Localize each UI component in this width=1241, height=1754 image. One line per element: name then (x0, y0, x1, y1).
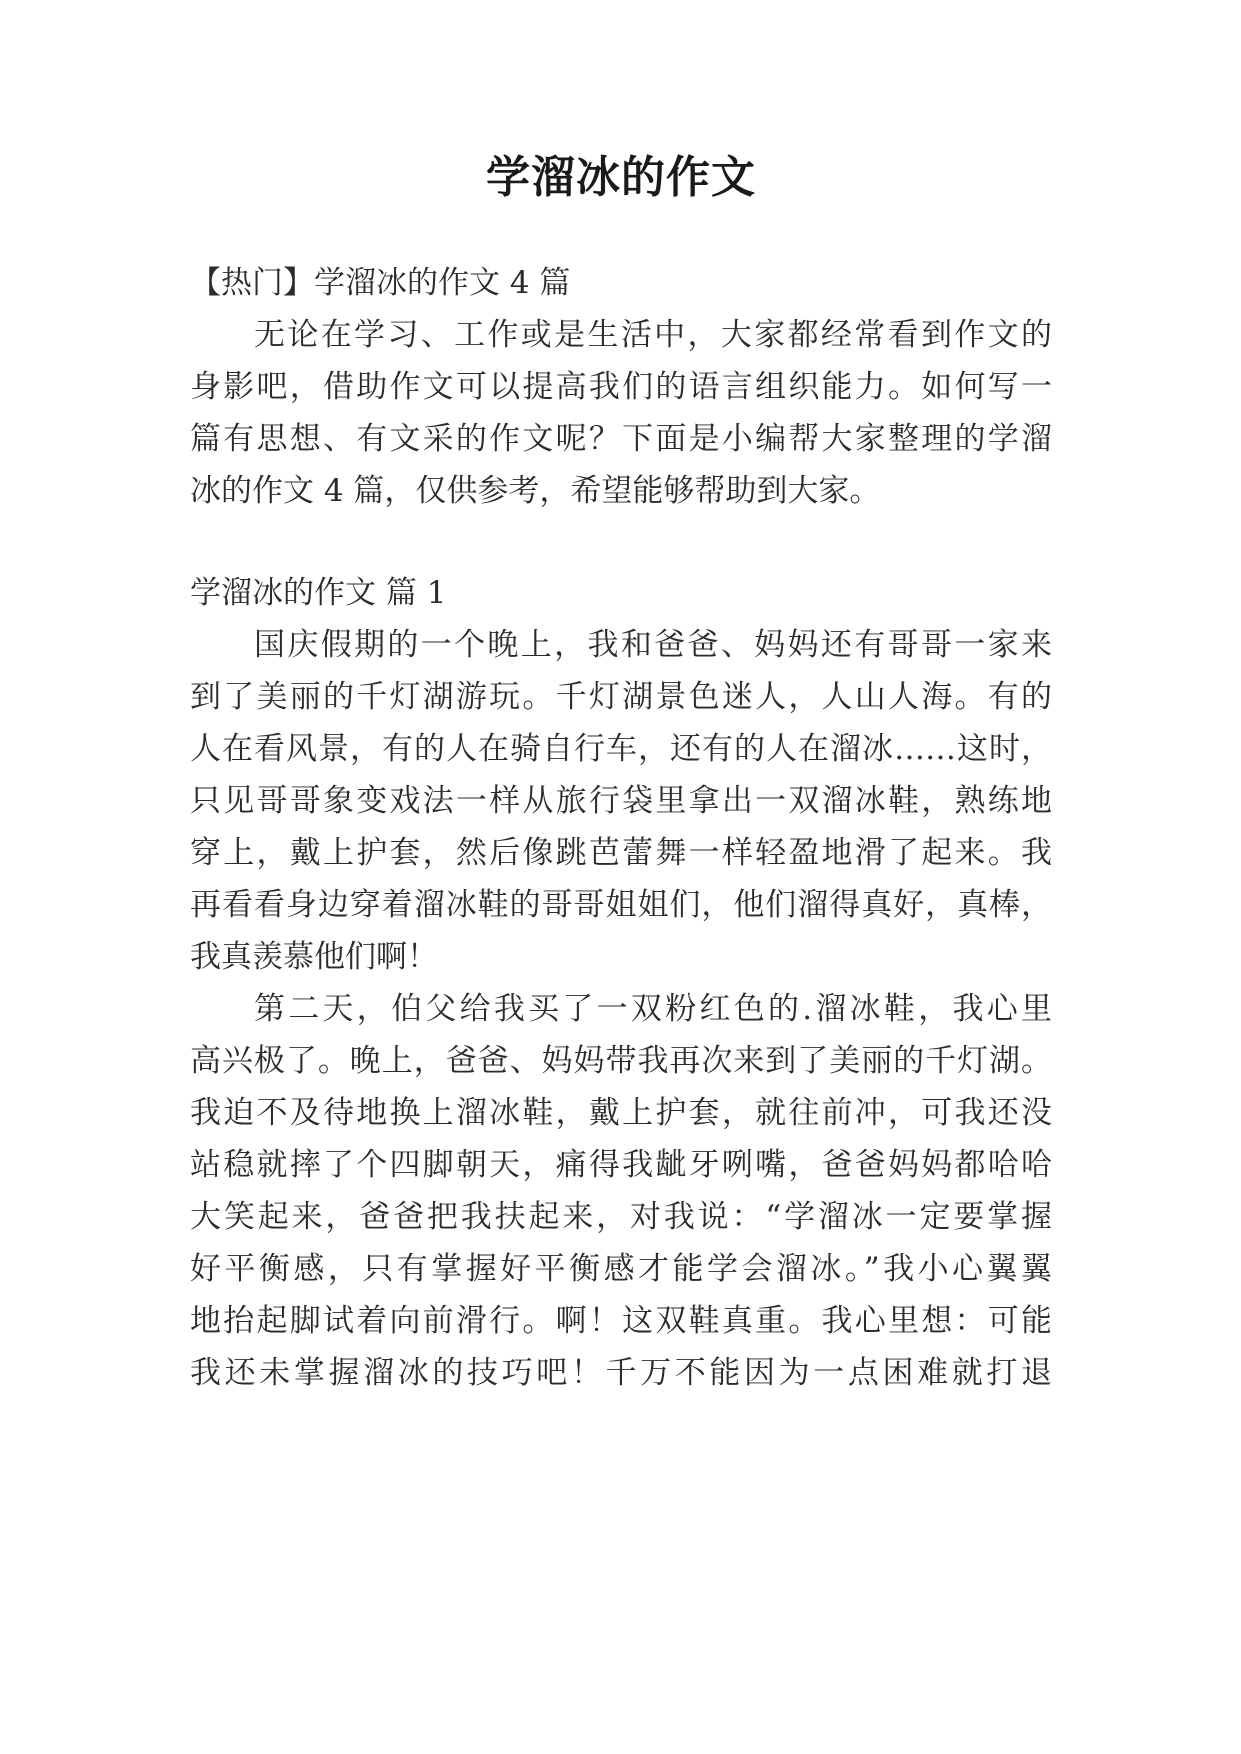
paragraph-line: 我迫不及待地换上溜冰鞋，戴上护套，就往前冲，可我还没 (190, 1095, 1052, 1131)
intro-line: 冰的作文 4 篇，仅供参考，希望能够帮助到大家。 (190, 473, 881, 509)
paragraph-line: 地抬起脚试着向前滑行。啊！这双鞋真重。我心里想：可能 (190, 1303, 1052, 1339)
paragraph-line: 大笑起来，爸爸把我扶起来，对我说：“学溜冰一定要掌握 (190, 1199, 1052, 1235)
paragraph-line: 穿上，戴上护套，然后像跳芭蕾舞一样轻盈地滑了起来。我 (190, 835, 1052, 871)
paragraph-line: 站稳就摔了个四脚朝天，痛得我龇牙咧嘴，爸爸妈妈都哈哈 (190, 1147, 1052, 1183)
paragraph-line: 我还未掌握溜冰的技巧吧！千万不能因为一点困难就打退 (190, 1355, 1052, 1391)
paragraph-line: 我真羡慕他们啊！ (190, 939, 438, 975)
section-heading: 学溜冰的作文 篇 1 (190, 575, 447, 611)
intro-line: 身影吧，借助作文可以提高我们的语言组织能力。如何写一 (190, 369, 1052, 405)
document-title: 学溜冰的作文 (486, 152, 756, 203)
intro-line: 无论在学习、工作或是生活中，大家都经常看到作文的 (254, 317, 1052, 353)
paragraph-line: 人在看风景，有的人在骑自行车，还有的人在溜冰……这时， (190, 731, 1052, 767)
article-heading: 【热门】学溜冰的作文 4 篇 (190, 265, 571, 301)
paragraph-line: 到了美丽的千灯湖游玩。千灯湖景色迷人，人山人海。有的 (190, 679, 1052, 715)
paragraph-line: 高兴极了。晚上，爸爸、妈妈带我再次来到了美丽的千灯湖。 (190, 1043, 1052, 1079)
paragraph-line: 再看看身边穿着溜冰鞋的哥哥姐姐们，他们溜得真好，真棒， (190, 887, 1052, 923)
paragraph-line: 只见哥哥象变戏法一样从旅行袋里拿出一双溜冰鞋，熟练地 (190, 783, 1052, 819)
paragraph-line: 国庆假期的一个晚上，我和爸爸、妈妈还有哥哥一家来 (254, 627, 1052, 663)
paragraph-line: 第二天，伯父给我买了一双粉红色的.溜冰鞋，我心里 (254, 991, 1052, 1027)
paragraph-line: 好平衡感，只有掌握好平衡感才能学会溜冰。”我小心翼翼 (190, 1251, 1052, 1287)
intro-line: 篇有思想、有文采的作文呢？下面是小编帮大家整理的学溜 (190, 421, 1052, 457)
